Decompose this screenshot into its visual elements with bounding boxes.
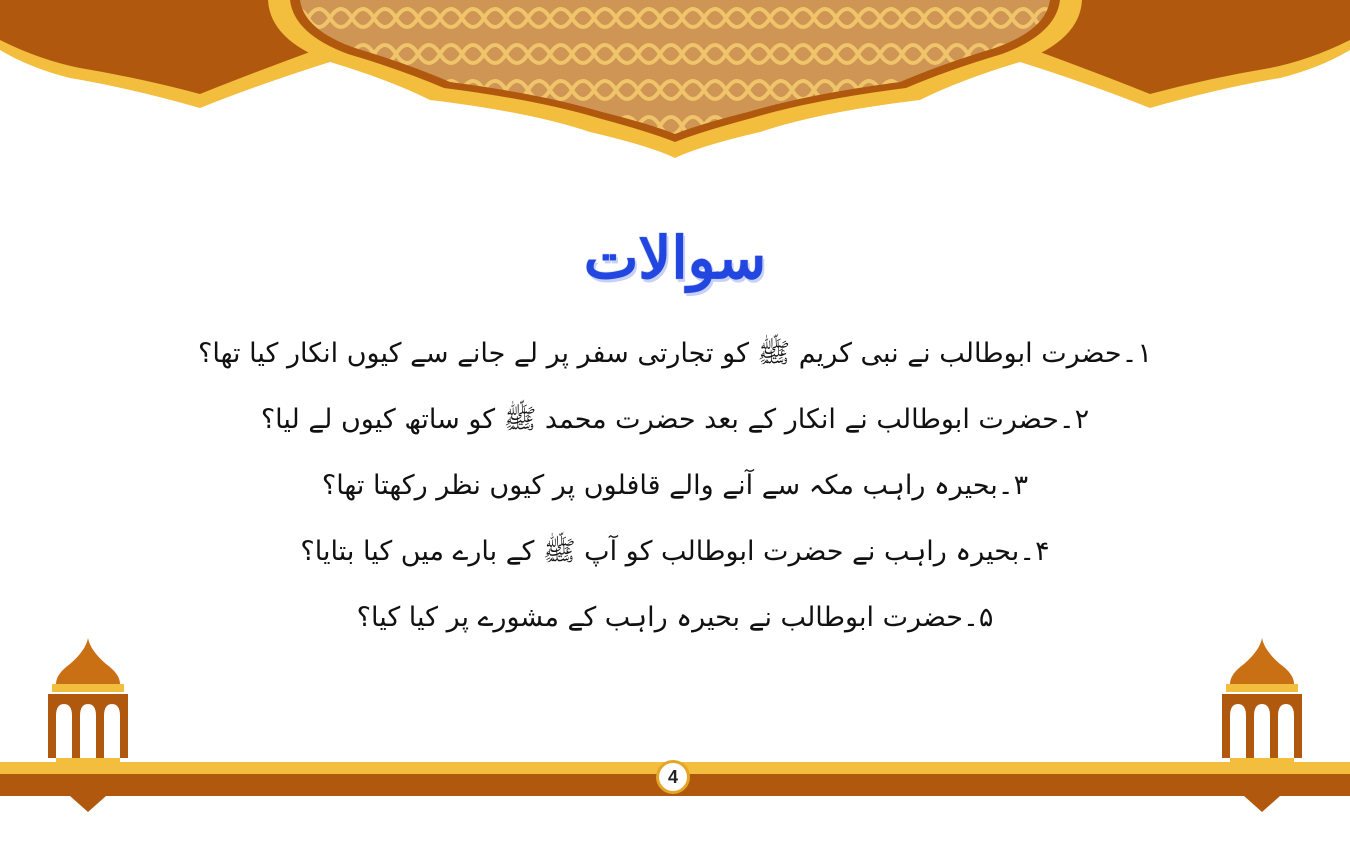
question-4: ۴۔بحیرہ راہب نے حضرت ابوطالب کو آپ ﷺ کے بارے میں کیا بتایا؟ [300, 536, 1050, 567]
page-title: سوالات [583, 224, 767, 292]
questions-list [150, 325, 1200, 655]
header-banner [0, 0, 1350, 170]
question-3: ۳۔بحیرہ راہب مکہ سے آنے والے قافلوں پر کیوں نظر رکھتا تھا؟ [321, 470, 1029, 501]
footer-band [0, 630, 1350, 830]
lattice-pattern [300, 0, 1050, 134]
question-2: ۲۔حضرت ابوطالب نے انکار کے بعد حضرت محمد ﷺ کو ساتھ کیوں لے لیا؟ [260, 404, 1090, 435]
page-number: 4 [656, 760, 690, 794]
question-5: ۵۔حضرت ابوطالب نے بحیرہ راہب کے مشورے پر کیا کیا؟ [356, 602, 994, 633]
question-1: ۱۔حضرت ابوطالب نے نبی کریم ﷺ کو تجارتی سفر پر لے جانے سے کیوں انکار کیا تھا؟ [198, 338, 1152, 369]
